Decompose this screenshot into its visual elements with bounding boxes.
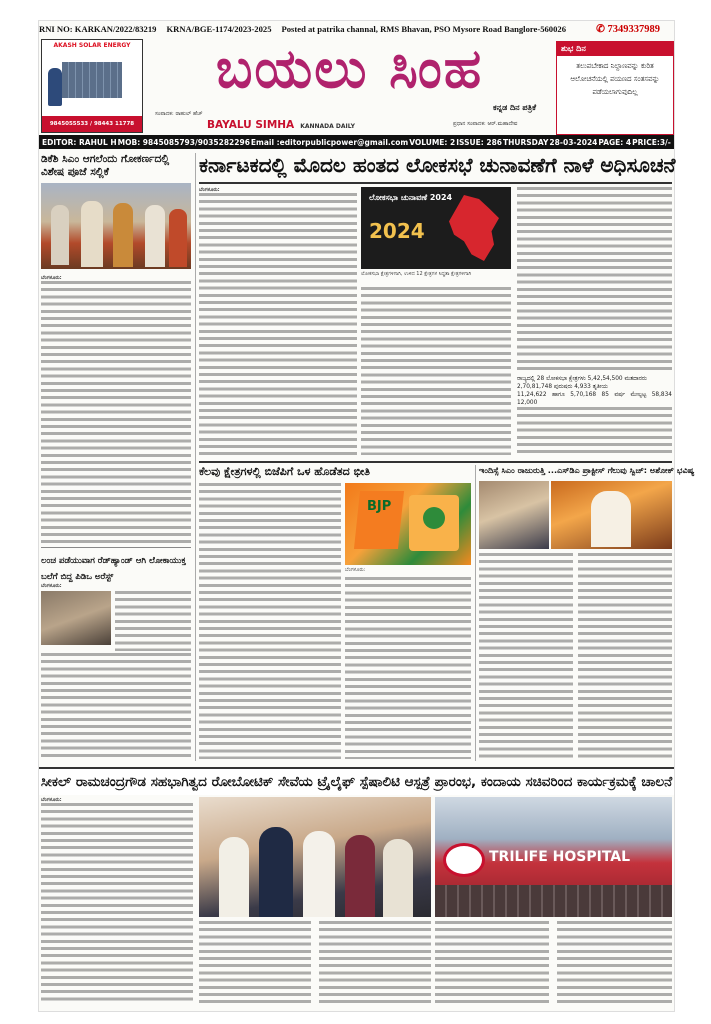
- postal-info: Posted at patrika channal, RMS Bhavan, PSO Mysore Road Banglore-560026: [281, 24, 566, 34]
- voter-stat-3: 11,24,622 ಹಾಗೂ 5,70,168 85 ವರ್ಷ ಮೇಲ್ಪಟ್ಟ 58,834 12,000: [517, 392, 672, 406]
- edition-info-bar: [39, 135, 674, 149]
- inauguration-photo: [199, 797, 431, 917]
- thought-of-day-box: [556, 41, 674, 135]
- center-right-text: [361, 287, 511, 455]
- hospital-article-col-1: [41, 797, 193, 1009]
- map-label: ಲೋಕಸಭಾ ಚುನಾವಣೆ 2024: [369, 193, 453, 202]
- left-byline-1: ಬೆಂಗಳೂರು:: [41, 275, 62, 281]
- center-right-article: [361, 287, 511, 457]
- ashok-headline: ಇಂದಿಸ್ಸೆ ಸಿಎಂ ರಾಜುರುತ್ತಿ ...ಎಸ್‌ಡಿಎ ಪ್ರಾಕ್ಟೀಸ್ ಗೆಲುವು ಸ್ವಿಚ್: ಅಶೋಕ್ ಭವಿಷ್ಯ: [479, 465, 695, 475]
- voter-stat-1: ರಾಜ್ಯದಲ್ಲಿ 28 ಲೋಕಸಭಾ ಕ್ಷೇತ್ರಗಳು 5,42,54,500 ಮತದಾರರು: [517, 376, 647, 382]
- column-rule-1: [195, 153, 196, 761]
- right-top-text: [517, 187, 672, 371]
- bjp-article-col-1: [199, 483, 341, 761]
- newspaper-sheet: [38, 20, 695, 1012]
- thought-header: ಶುಭ ದಿನ: [557, 42, 673, 56]
- masthead-title: ಬಯಲು ಸಿಂಹ: [215, 37, 484, 100]
- bjp-headline: ಕೆಲವು ಕ್ಷೇತ್ರಗಳಲ್ಲಿ ಬಿಜೆಪಿಗೆ ಒಳ ಹೊಡೆತದ ಭೀತಿ: [199, 465, 370, 478]
- issue: ISSUE: 286: [456, 137, 503, 147]
- hospital-article-col-2: [199, 921, 431, 1009]
- page-number: PAGE: 4: [598, 137, 632, 147]
- center-left-article: [199, 187, 357, 457]
- price: PRICE:3/-: [632, 137, 671, 147]
- editor-name: EDITOR: RAHUL H: [42, 137, 117, 147]
- left-column: [41, 153, 193, 761]
- bjp-text-1: [199, 483, 341, 759]
- volume: VOLUME: 2: [409, 137, 456, 147]
- email: Email :editorpublicpower@gmail.com: [250, 137, 409, 147]
- center-left-text: [199, 193, 357, 455]
- left-article-2: [41, 583, 191, 589]
- editor-credit: ಸಂಪಾದಕ: ರಾಹುಲ್ ಹೆಚ್: [155, 111, 203, 117]
- main-headline: ಕರ್ನಾಟಕದಲ್ಲಿ ಮೊದಲ ಹಂತದ ಲೋಕಸಭೆ ಚುನಾವಣೆಗೆ ನಾಳೆ ಅಧಿಸೂಚನೆ: [199, 153, 676, 177]
- left-article-2-text-b: [41, 653, 191, 759]
- bjp-flags-photo: BJP: [345, 483, 471, 565]
- map-year: 2024: [369, 219, 425, 243]
- left-byline-2: ಬೆಂಗಳೂರು:: [41, 583, 62, 589]
- hospital-logo-icon: [443, 843, 485, 877]
- hospital-text-5: [557, 921, 672, 1007]
- center-byline: ಬೆಂಗಳೂರು:: [199, 187, 220, 193]
- date: 28-03-2024: [549, 137, 598, 147]
- hospital-text-4: [435, 921, 549, 1007]
- voter-statistics: [517, 375, 672, 407]
- ad-phone-footer: 9845055533 / 98443 11778: [42, 116, 142, 132]
- chief-editor-credit: ಪ್ರಧಾನ ಸಂಪಾದಕ: ಆರ್.ಮಹಾದೇವ: [453, 121, 518, 127]
- masthead-tagline: KANNADA DAILY: [300, 123, 355, 130]
- mid-divider: [199, 461, 672, 463]
- left-article-1: [41, 275, 191, 543]
- left-divider: [41, 547, 191, 548]
- bjp-article-col-2: [345, 577, 471, 761]
- politician-photo-2: [551, 481, 672, 549]
- left-headline-1: ಡಿಕೆಶಿ ಸಿಎಂ ಆಗಲೆಂದು ಗೋಕರ್ಣದಲ್ಲಿ ವಿಶೇಷ ಪೂಜೆ ಸಲ್ಲಿಕೆ: [41, 153, 170, 178]
- headline-rule: [199, 182, 672, 184]
- mobile-numbers: MOB: 9845085793/9035282296: [117, 137, 250, 147]
- masthead-subtitle: ಕನ್ನಡ ದಿನ ಪತ್ರಿಕೆ: [493, 103, 537, 112]
- weekday: THURSDAY: [503, 137, 549, 147]
- solar-advertisement: [41, 39, 143, 133]
- right-top-text-b: [517, 407, 672, 455]
- map-caption: ಲೋಕಸಭಾ ಕ್ಷೇತ್ರಗಳಿಗಾಗಿ, ಉಳಿದ 12 ಕ್ಷೇತ್ರಗಳ ಸಿದ್ಧತಾ ಕ್ಷೇತ್ರಗಳಿಗಾಗಿ: [361, 271, 472, 277]
- bottom-headline: ಸೀಕಲ್ ರಾಮಚಂದ್ರಗೌಡ ಸಹಭಾಗಿತ್ವದ ರೋಬೋಟಿಕ್ ಸೇವೆಯ ಟ್ರೈಲೈಫ್ ಸ್ಪೆಷಾಲಿಟಿ ಆಸ್ಪತ್ರೆ ಪ್ರಾರಂಭ, ಕಂದಾಯ ಸಚಿವರಿಂದ ಕಾರ್ಯಕ್ರಮಕ್ಕೆ ಚಾಲನೆ: [39, 767, 674, 795]
- masthead-english-title: BAYALU SIMHA KANNADA DAILY: [207, 119, 355, 131]
- rni-number: RNI NO: KARKAN/2022/83219: [39, 24, 157, 34]
- solar-panel-image: [62, 62, 122, 98]
- thought-text: ತಲುಪಬೇಕಾದ ನಿಲ್ದಾಣವನ್ನು ಕುರಿತ ಆಲೋಚನೆಯಲ್ಲಿ ಪಯಣದ ಸಂತಸವನ್ನು ಪಡೆಯಲಾಗುವುದಿಲ್ಲ: [570, 62, 660, 96]
- ashok-text-1: [479, 553, 573, 759]
- election-map-graphic: [361, 187, 511, 269]
- phone-number: ✆ 7349337989: [596, 24, 660, 35]
- trilife-hospital-photo: [435, 797, 672, 917]
- bjp-photo-caption: ಬೆಂಗಳೂರು:: [345, 567, 366, 573]
- karnataka-map-shape: [449, 195, 499, 261]
- hospital-byline: ಬೆಂಗಳೂರು:: [41, 797, 62, 803]
- left-headline-2: ಲಂಚ ಪಡೆಯುವಾಗ ರೆಡ್‌ಹ್ಯಾಂಡ್ ಆಗಿ ಲೋಕಾಯುಕ್ತ ಬಲೆಗೆ ಬಿದ್ದ ಪಿಡಿಒ ಅರೆಸ್ಟ್: [41, 556, 186, 582]
- hospital-text-2: [199, 921, 311, 1007]
- ad-brand: AKASH SOLAR ENERGY: [53, 42, 131, 49]
- ad-person-figure: [48, 68, 62, 106]
- registration-line: [39, 21, 674, 37]
- official-portrait-photo: [41, 591, 111, 645]
- masthead: [147, 37, 552, 131]
- right-top-article: [517, 187, 672, 457]
- bjp-text-2: [345, 577, 471, 759]
- hospital-sign: TRILIFE HOSPITAL: [489, 849, 631, 865]
- left-article-1-text: [41, 281, 191, 543]
- left-article-2-text-a: [115, 591, 191, 651]
- krna-number: KRNA/BGE-1174/2023-2025: [166, 24, 272, 34]
- ashok-text-2: [578, 553, 672, 759]
- temple-pooja-photo: [41, 183, 191, 269]
- column-rule-2: [475, 465, 476, 761]
- hospital-text-1: [41, 803, 193, 1003]
- politician-photo-1: [479, 481, 549, 549]
- voter-stat-2: 2,70,81,748 ಪುರುಷರು 4,933 ತೃತೀಯ: [517, 384, 608, 390]
- ashok-article: [479, 553, 672, 761]
- hospital-text-3: [319, 921, 431, 1007]
- hospital-article-col-3: [435, 921, 672, 1009]
